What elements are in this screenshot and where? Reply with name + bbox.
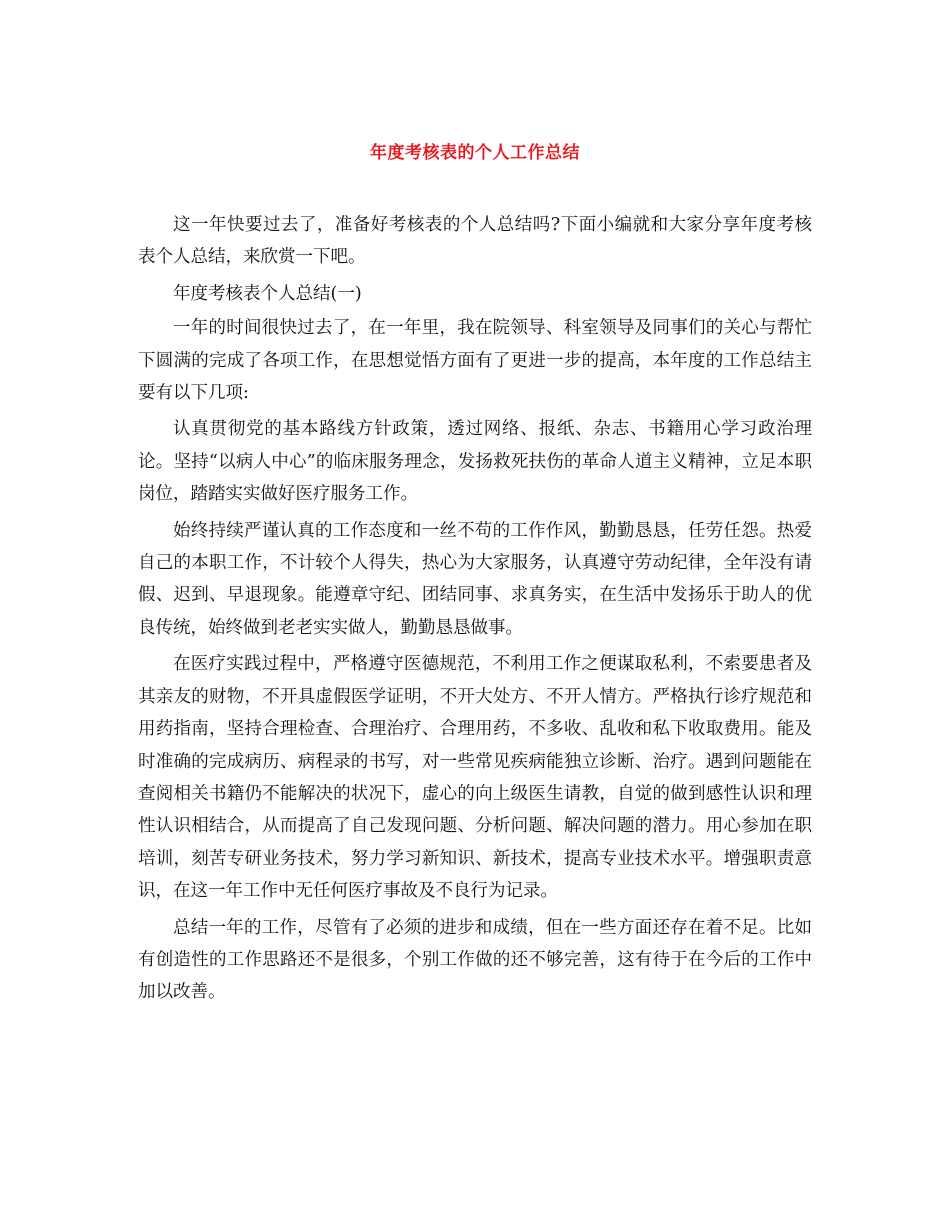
section-heading: 年度考核表个人总结(一) (173, 283, 362, 304)
paragraph-political: 认真贯彻党的基本路线方针政策，透过网络、报纸、杂志、书籍用心学习政治理论。坚持“以病人中心”的临床服务理念，发扬救死扶伤的革命人道主义精神，立足本职岗位，踏踏实实做好医疗服务工作。 (138, 419, 812, 505)
paragraph-practice: 在医疗实践过程中，严格遵守医德规范，不利用工作之便谋取私利，不索要患者及其亲友的财物，不开具虚假医学证明，不开大处方、不开人情方。严格执行诊疗规范和用药指南，坚持合理检查、合理治疗、合理用药，不多收、乱收和私下收取费用。能及时准确的完成病历、病程录的书写，对一些常见疾病能独立诊断、治疗。遇到问题能在查阅相关书籍仍不能解决的状况下，虚心的向上级医生请教，自觉的做到感性认识和理性认识相结合，从而提高了自己发现问题、分析问题、解决问题的潜力。用心参加在职培训，刻苦专研业务技术，努力学习新知识、新技术，提高专业技术水平。增强职责意识，在这一年工作中无任何医疗事故及不良行为记录。 (138, 654, 812, 902)
paragraph-attitude: 始终持续严谨认真的工作态度和一丝不苟的工作作风，勤勤恳恳，任劳任怨。热爱自己的本职工作，不计较个人得失，热心为大家服务，认真遵守劳动纪律，全年没有请假、迟到、早退现象。能遵章守纪、团结同事、求真务实，在生活中发扬乐于助人的优良传统，始终做到老老实实做人，勤勤恳恳做事。 (138, 520, 812, 638)
paragraph-intro: 这一年快要过去了，准备好考核表的个人总结吗?下面小编就和大家分享年度考核表个人总结，来欣赏一下吧。 (138, 215, 812, 268)
document-title: 年度考核表的个人工作总结 (370, 143, 580, 163)
document-page (138, 128, 812, 1013)
paragraph-summary: 总结一年的工作，尽管有了必须的进步和成绩，但在一些方面还存在着不足。比如有创造性的工作思路还不是很多，个别工作做的还不够完善，这有待于在今后的工作中加以改善。 (138, 917, 812, 1003)
paragraph-overview: 一年的时间很快过去了，在一年里，我在院领导、科室领导及同事们的关心与帮忙下圆满的完成了各项工作，在思想觉悟方面有了更进一步的提高，本年度的工作总结主要有以下几项: (138, 318, 812, 404)
